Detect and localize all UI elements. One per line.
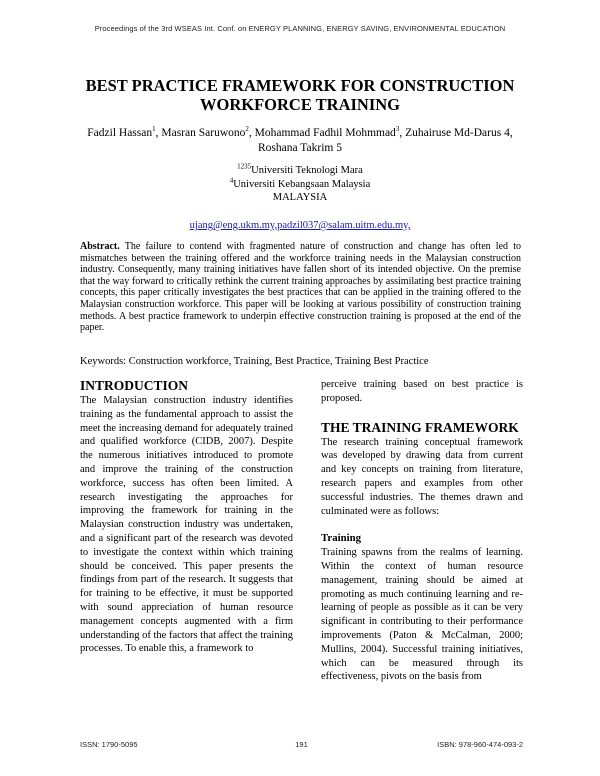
training-paragraph: Training spawns from the realms of learning. Within the context of human resource management, training should be aimed at promoting as much continuing learning and re-learning of people as possible as it can be very significant in contributing to their performance improvements (Paton & McCalman, 2000; Mullins, 2004). Successful training initiatives, which can be measured through its effectiveness, pivots on the basis from [321, 547, 523, 683]
left-column [80, 378, 293, 656]
email-links[interactable]: ujang@eng.ukm.my,padzil037@salam.uitm.edu.my, [189, 220, 411, 231]
title-line-2: WORKFORCE TRAINING [199, 95, 400, 114]
footer-page-number: 191 [295, 740, 308, 749]
right-column [321, 378, 523, 684]
author-2-sup: 2 [245, 125, 249, 134]
affiliation-1-name: Universiti Teknologi Mara [251, 165, 363, 176]
author-3: , Mohammad Fadhil Mohmmad [248, 127, 396, 139]
affiliation-1 [100, 164, 500, 178]
footer-isbn: ISBN: 978-960-474-093-2 [437, 740, 523, 749]
author-list [70, 126, 530, 156]
training-framework-heading: THE TRAINING FRAMEWORK [321, 419, 519, 435]
abstract [80, 241, 521, 334]
author-1-sup: 1 [152, 125, 156, 134]
author-line-1 [70, 126, 530, 141]
title-line-1: BEST PRACTICE FRAMEWORK FOR CONSTRUCTION [85, 76, 515, 95]
footer-issn: ISSN: 1790-5095 [80, 740, 138, 749]
affiliation-1-sup: 1235 [237, 162, 252, 171]
introduction-continued: perceive training based on best practice is proposed. [321, 379, 523, 404]
author-1: Fadzil Hassan [87, 127, 153, 139]
training-subheading: Training [321, 532, 361, 545]
affiliation-country: MALAYSIA [272, 192, 328, 203]
abstract-label: Abstract. [80, 241, 120, 252]
introduction-heading: INTRODUCTION [80, 378, 189, 393]
author-3-sup: 3 [395, 125, 400, 134]
abstract-text: The failure to contend with fragmented nature of construction and change has often led to mismatches between the training offered and the workforce training needs in the Malaysian construction industry. Consequently, many training initiatives have fallen short of its intended objective. On the premise that the way forward to critically rethink the current training approaches by assimilating best practice training concepts, this paper critically investigates the best practices that can be applied in the training offered to the Malaysian construction workforce. This paper will be looking at various possibility of construction training methods. A best practice framework to underpin effective construction training is proposed at the end of the paper. [80, 241, 521, 334]
training-framework-paragraph: The research training conceptual framework was developed by drawing data from current and key concepts on training from literature, research papers and examples from other successful industries. The themes drawn and culminated were as follows: [321, 436, 523, 517]
introduction-paragraph: The Malaysian construction industry identifies training as the fundamental approach to assist the meet the increasing demand for adequately trained and qualified workforce (CIDB, 2007). Despite the numerous initiatives introduced to promote and improve the training of the construction workforce, success has often been limited. A research investigating the approaches for improving the framework for training in the Malaysian construction industry was undertaken, and a significant part of the research was devoted to investigate the context within which training should be conceived. This paper presents the findings from part of the research. It suggests that for training to be effective, it must be supported with sound appreciation of human resource management concepts augmented with a firm understanding of the factors that affect the training processes. To enable this, a framework to [80, 395, 293, 655]
affiliations [100, 164, 500, 205]
affiliation-2 [100, 178, 500, 192]
running-header: Proceedings of the 3rd WSEAS Int. Conf. on ENERGY PLANNING, ENERGY SAVING, ENVIRONMENTAL EDUCATION [94, 24, 506, 33]
author-2: , Masran Saruwono [155, 127, 246, 139]
author-line-2: Roshana Takrim 5 [258, 142, 342, 154]
affiliation-2-sup: 4 [229, 176, 234, 184]
keywords: Keywords: Construction workforce, Training, Best Practice, Training Best Practice [80, 356, 429, 367]
paper-title [60, 76, 540, 114]
author-4: , Zuhairuse Md-Darus 4, [399, 127, 513, 139]
affiliation-2-name: Universiti Kebangsaan Malaysia [233, 178, 371, 190]
